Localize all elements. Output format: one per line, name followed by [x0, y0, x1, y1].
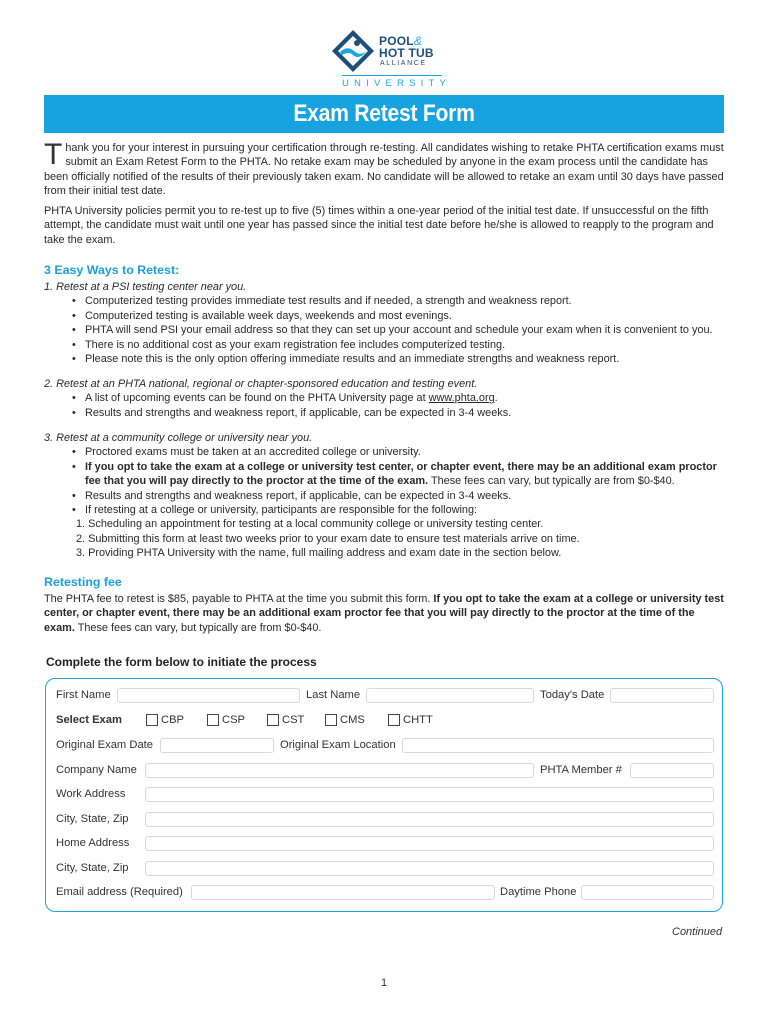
- proctor-fee-note: If you opt to take the exam at a college or university test center, or chapter event, there may be an additional exam proctor fee that you will pay directly to the proctor at the time of the exam.: [85, 460, 717, 488]
- city-state-zip-1-label: City, State, Zip: [56, 813, 129, 825]
- page-number: 1: [381, 977, 388, 989]
- option1-list: [44, 294, 734, 366]
- logo-amp: &: [413, 34, 423, 48]
- list-item: • Please note this is the only option offering immediate results and an immediate strengths and weakness report.: [72, 352, 734, 366]
- retest-form: [45, 678, 723, 912]
- page-title: Exam Retest Form: [293, 100, 475, 127]
- email-input[interactable]: [191, 885, 495, 900]
- ways-heading: 3 Easy Ways to Retest:: [44, 263, 180, 277]
- step-item: 2. Submitting this form at least two weeks prior to your exam date to ensure test materials arrive on time.: [76, 532, 580, 545]
- original-exam-date-input[interactable]: [160, 738, 274, 753]
- city-state-zip-2-label: City, State, Zip: [56, 862, 129, 874]
- fee-text: The PHTA fee to retest is $85, payable to PHTA at the time you submit this form.: [44, 593, 434, 605]
- todays-date-label: Today's Date: [540, 689, 605, 701]
- daytime-phone-label: Daytime Phone: [500, 886, 577, 898]
- list-item: • Results and strengths and weakness report, if applicable, can be expected in 3-4 weeks.: [72, 489, 734, 503]
- exam-cms-label: CMS: [340, 714, 365, 726]
- exam-cst-checkbox[interactable]: [267, 714, 279, 726]
- exam-csp-checkbox[interactable]: [207, 714, 219, 726]
- list-item: [72, 391, 734, 405]
- last-name-input[interactable]: [366, 688, 534, 703]
- original-exam-location-label: Original Exam Location: [280, 739, 396, 751]
- first-name-input[interactable]: [117, 688, 300, 703]
- fee-bold-text: If you opt to take the exam at a college or university test center, or chapter event, there may be an additional exam proctor fee that you will pay directly to the proctor at the time of the exam.: [44, 593, 724, 634]
- fee-heading: Retesting fee: [44, 575, 122, 589]
- list-item: • Computerized testing provides immediate test results and if needed, a strength and weakness report.: [72, 294, 734, 308]
- city-state-zip-2-input[interactable]: [145, 861, 714, 876]
- home-address-input[interactable]: [145, 836, 714, 851]
- last-name-label: Last Name: [306, 689, 361, 701]
- company-name-input[interactable]: [145, 763, 534, 778]
- form-heading: Complete the form below to initiate the process: [46, 655, 317, 669]
- phta-logo: [330, 24, 470, 90]
- option3-block: [44, 431, 734, 561]
- option3-steps: [44, 517, 734, 560]
- list-item: • Results and strengths and weakness report, if applicable, can be expected in 3-4 weeks.: [72, 406, 734, 420]
- todays-date-input[interactable]: [610, 688, 714, 703]
- list-item: • If retesting at a college or university, participants are responsible for the following:: [72, 503, 734, 517]
- dropcap: T: [44, 138, 63, 171]
- step-item: 1. Scheduling an appointment for testing at a local community college or university testing center.: [76, 518, 544, 531]
- option2-title: 2. Retest at an PHTA national, regional or chapter-sponsored education and testing event.: [44, 378, 478, 390]
- list-item: • There is no additional cost as your exam registration fee includes computerized testing.: [72, 338, 734, 352]
- list-item: • Proctored exams must be taken at an accredited college or university.: [72, 445, 734, 459]
- original-exam-location-input[interactable]: [402, 738, 714, 753]
- logo-university: UNIVERSITY: [342, 78, 452, 89]
- first-name-label: First Name: [56, 689, 111, 701]
- city-state-zip-1-input[interactable]: [145, 812, 714, 827]
- logo-hot-tub: HOT TUB: [379, 46, 434, 60]
- exam-chtt-label: CHTT: [403, 714, 433, 726]
- phta-link[interactable]: www.phta.org: [428, 392, 495, 405]
- home-address-label: Home Address: [56, 837, 130, 849]
- exam-cst-label: CST: [282, 714, 305, 726]
- exam-cbp-label: CBP: [161, 714, 185, 726]
- fee-paragraph: [44, 592, 726, 635]
- logo-pool: POOL: [379, 34, 414, 48]
- company-name-label: Company Name: [56, 764, 137, 776]
- intro-text: hank you for your interest in pursuing your certification through re-testing. All candidates wishing to retake PHTA certification exams must submit an Exam Retest Form to the PHTA. No retake exam may be scheduled by anyone in the exam process until the candidate has been officially notified of the results of their previously taken exam. No candidate will be allowed to retake an exam until 30 days have passed from their initial test date.: [44, 142, 724, 198]
- original-exam-date-label: Original Exam Date: [56, 739, 153, 751]
- continued-label: Continued: [672, 926, 723, 938]
- list-item: • PHTA will send PSI your email address so that they can set up your account and schedule your exam when it is convenient to you.: [72, 323, 734, 337]
- list-item: • Computerized testing is available week days, weekends and most evenings.: [72, 309, 734, 323]
- bullet-text: These fees can vary, but typically are from $0-$40.: [428, 475, 675, 488]
- option3-list: [44, 445, 734, 517]
- option1-title: 1. Retest at a PSI testing center near you.: [44, 281, 247, 293]
- option2-block: [44, 377, 734, 420]
- bullet-text: A list of upcoming events can be found on the PHTA University page at: [85, 392, 429, 405]
- select-exam-label: Select Exam: [56, 714, 122, 726]
- list-item: [72, 460, 734, 489]
- logo-alliance: ALLIANCE: [380, 60, 427, 67]
- daytime-phone-input[interactable]: [581, 885, 714, 900]
- step-item: 3. Providing PHTA University with the name, full mailing address and exam date in the section below.: [76, 547, 562, 560]
- option2-list: [44, 391, 734, 420]
- exam-cbp-checkbox[interactable]: [146, 714, 158, 726]
- fee-text-end: These fees can vary, but typically are from $0-$40.: [74, 621, 322, 634]
- exam-csp-label: CSP: [222, 714, 246, 726]
- exam-cms-checkbox[interactable]: [325, 714, 337, 726]
- exam-chtt-checkbox[interactable]: [388, 714, 400, 726]
- intro-paragraph: [44, 138, 726, 199]
- logo-mark-icon: [330, 28, 376, 74]
- logo-divider: [342, 75, 442, 76]
- member-number-label: PHTA Member #: [540, 764, 622, 776]
- bullet-text: .: [494, 392, 498, 405]
- work-address-input[interactable]: [145, 787, 714, 802]
- work-address-label: Work Address: [56, 788, 126, 800]
- policy-paragraph: PHTA University policies permit you to re-test up to five (5) times within a one-year period of the initial test date. If unsuccessful on the fifth attempt, the candidate must wait until one year has passed since the initial test date before he/she is allowed to reapply to the program and take the exam.: [44, 205, 714, 246]
- option3-title: 3. Retest at a community college or university near you.: [44, 432, 313, 444]
- title-bar: [44, 95, 724, 133]
- member-number-input[interactable]: [630, 763, 714, 778]
- email-label: Email address (Required): [56, 886, 183, 898]
- option1-block: [44, 280, 734, 366]
